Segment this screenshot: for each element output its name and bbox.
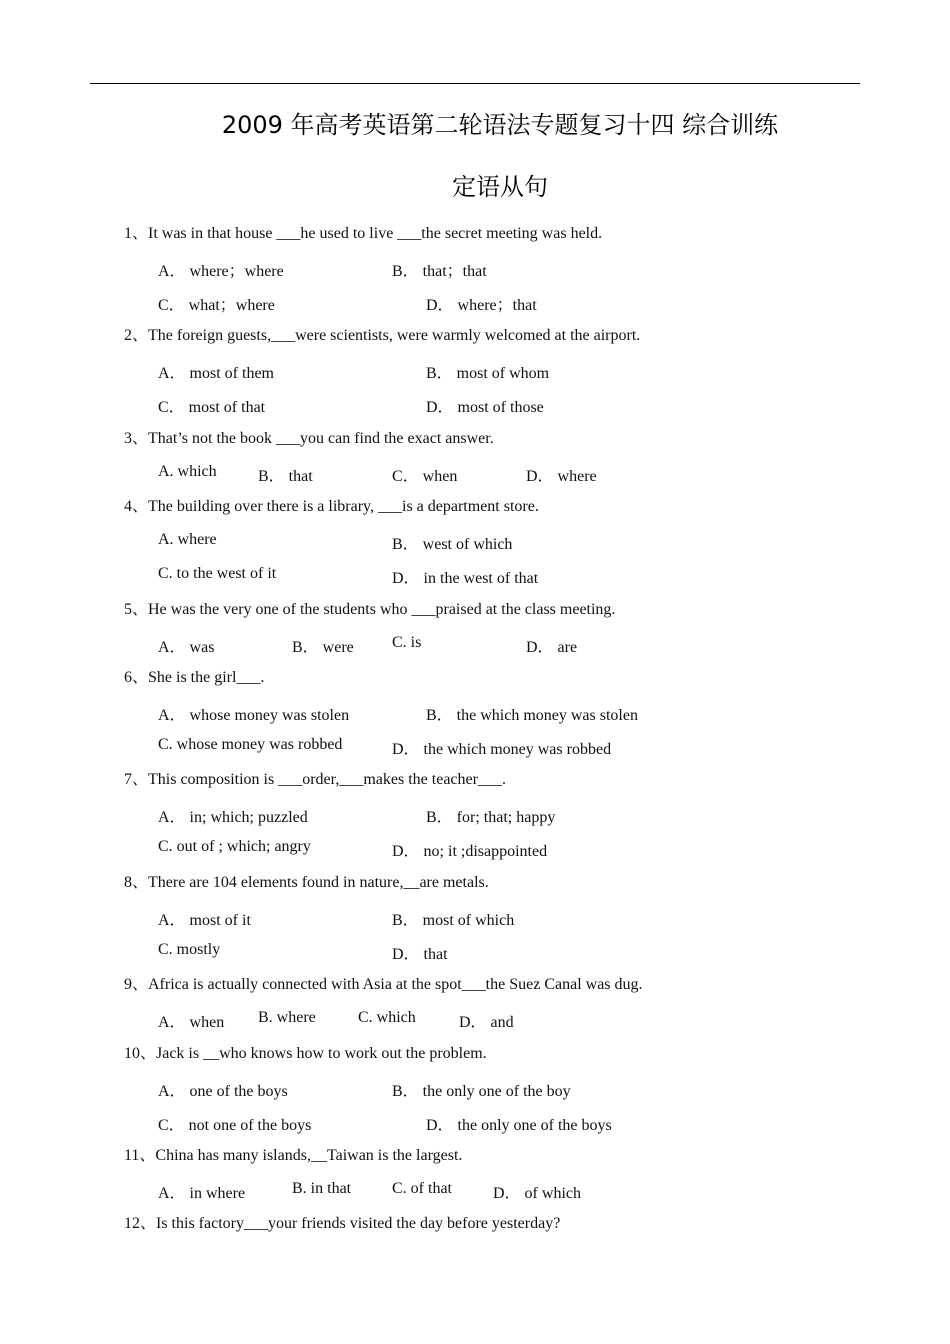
q5-option-b: B． were [292,639,354,656]
q2-option-d: D． most of those [426,399,544,416]
q5-option-c: C. is [392,634,422,651]
q1-option-a: A． where；where [158,263,284,280]
q1-option-c: C． what；where [158,297,275,314]
question-7: 7、This composition is ___order,___makes the teacher___. [124,771,506,788]
q3-option-b: B． that [258,468,313,485]
q4-option-c: C. to the west of it [158,565,277,582]
q3-option-a: A. which [158,463,217,480]
q10-option-a: A． one of the boys [158,1083,288,1100]
q8-option-d: D． that [392,946,448,963]
question-5: 5、He was the very one of the students who ___praised at the class meeting. [124,601,616,618]
q5-option-d: D． are [526,639,578,656]
q9-option-a: A． when [158,1014,225,1031]
q4-option-b: B． west of which [392,536,513,553]
q8-option-a: A． most of it [158,912,251,929]
question-12: 12、Is this factory___your friends visited the day before yesterday? [124,1215,561,1232]
q2-option-c: C． most of that [158,399,266,416]
q7-option-a: A． in; which; puzzled [158,809,308,826]
question-6: 6、She is the girl___. [124,669,265,686]
q10-option-b: B． the only one of the boy [392,1083,571,1100]
q5-option-a: A． was [158,639,215,656]
question-11: 11、China has many islands,__Taiwan is the largest. [124,1147,463,1164]
question-10: 10、Jack is __who knows how to work out the problem. [124,1045,487,1062]
q9-option-c: C. which [358,1009,416,1026]
q8-option-c: C. mostly [158,941,221,958]
q11-option-a: A． in where [158,1185,246,1202]
question-2: 2、The foreign guests,___were scientists, were warmly welcomed at the airport. [124,327,641,344]
question-8: 8、There are 104 elements found in nature,__are metals. [124,874,489,891]
q7-option-d: D． no; it ;disappointed [392,843,548,860]
q8-option-b: B． most of which [392,912,515,929]
q6-option-c: C. whose money was robbed [158,736,343,753]
question-4: 4、The building over there is a library, ___is a department store. [124,498,539,515]
q3-option-d: D． where [526,468,597,485]
question-9: 9、Africa is actually connected with Asia at the spot___the Suez Canal was dug. [124,976,643,993]
q9-option-b: B. where [258,1009,316,1026]
q7-option-b: B． for; that; happy [426,809,556,826]
header-rule [90,83,860,84]
question-1: 1、It was in that house ___he used to live ___the secret meeting was held. [124,225,603,242]
document-title: 2009 年高考英语第二轮语法专题复习十四 综合训练 [221,111,779,139]
q6-option-b: B． the which money was stolen [426,707,638,724]
q11-option-b: B. in that [292,1180,352,1197]
q3-option-c: C． when [392,468,458,485]
q6-option-a: A． whose money was stolen [158,707,350,724]
q2-option-a: A． most of them [158,365,274,382]
q10-option-c: C． not one of the boys [158,1117,312,1134]
q1-option-d: D． where；that [426,297,537,314]
q1-option-b: B． that；that [392,263,487,280]
q2-option-b: B． most of whom [426,365,550,382]
question-3: 3、That’s not the book ___you can find the exact answer. [124,430,494,447]
q11-option-c: C. of that [392,1180,452,1197]
document-subtitle: 定语从句 [452,173,548,201]
q10-option-d: D． the only one of the boys [426,1117,612,1134]
q7-option-c: C. out of ; which; angry [158,838,311,855]
q9-option-d: D． and [459,1014,514,1031]
q4-option-d: D． in the west of that [392,570,539,587]
q4-option-a: A. where [158,531,217,548]
q11-option-d: D． of which [493,1185,581,1202]
q6-option-d: D． the which money was robbed [392,741,612,758]
